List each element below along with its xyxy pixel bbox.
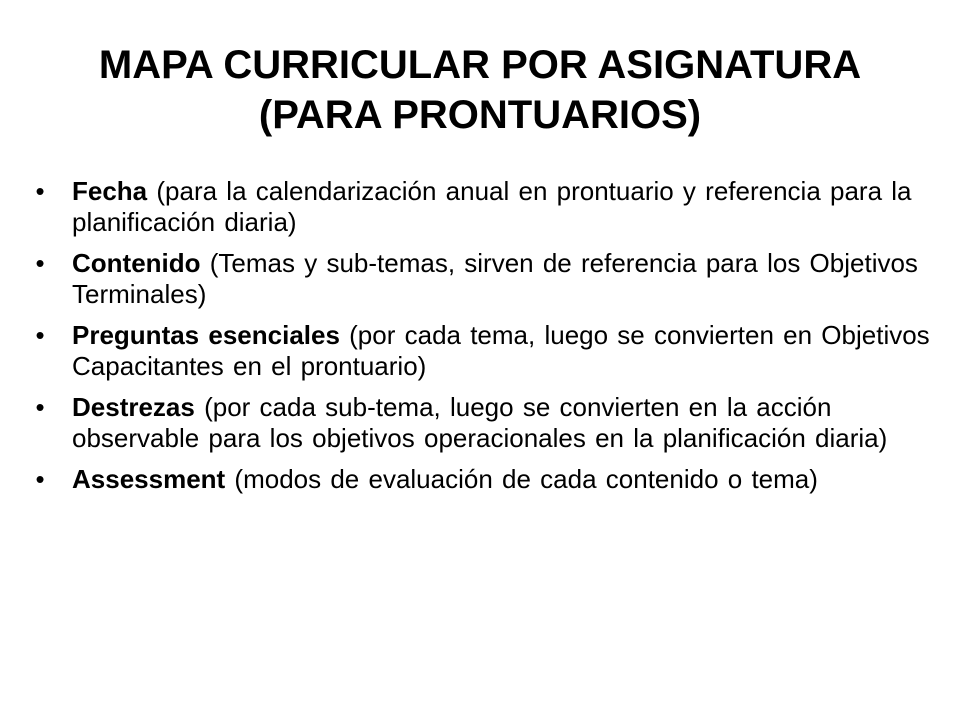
title-line-2: (PARA PRONTUARIOS) <box>258 93 702 137</box>
bullet-text: (por cada tema, luego se convierten en Objetivos Capacitantes en el prontuario) <box>72 320 930 381</box>
bullet-list <box>35 176 958 505</box>
bullet-dot-icon: • <box>35 248 45 278</box>
bullet-term: Fecha <box>72 176 148 206</box>
title-line-1: MAPA CURRICULAR POR ASIGNATURA <box>98 43 862 87</box>
bullet-dot-icon: • <box>35 320 45 350</box>
bullet-term: Preguntas esenciales <box>72 320 340 350</box>
bullet-term: Destrezas <box>72 392 195 422</box>
bullet-term: Contenido <box>72 248 201 278</box>
bullet-item-fecha <box>35 176 958 238</box>
bullet-item-preguntas-esenciales <box>35 320 958 382</box>
bullet-dot-icon: • <box>35 392 45 422</box>
bullet-item-contenido <box>35 248 958 310</box>
bullet-term: Assessment <box>72 464 226 494</box>
bullet-dot-icon: • <box>35 176 45 206</box>
bullet-dot-icon: • <box>35 464 45 494</box>
bullet-text: (para la calendarización anual en prontuario y referencia para la planificación diaria) <box>72 176 912 237</box>
bullet-item-destrezas <box>35 392 958 454</box>
bullet-text: (por cada sub-tema, luego se convierten en la acción observable para los objetivos operacionales en la planificación diaria) <box>72 392 888 453</box>
bullet-item-assessment <box>35 464 958 495</box>
bullet-text: (Temas y sub-temas, sirven de referencia para los Objetivos Terminales) <box>72 248 918 309</box>
slide-title <box>0 40 960 140</box>
bullet-text: (modos de evaluación de cada contenido o tema) <box>225 464 818 494</box>
